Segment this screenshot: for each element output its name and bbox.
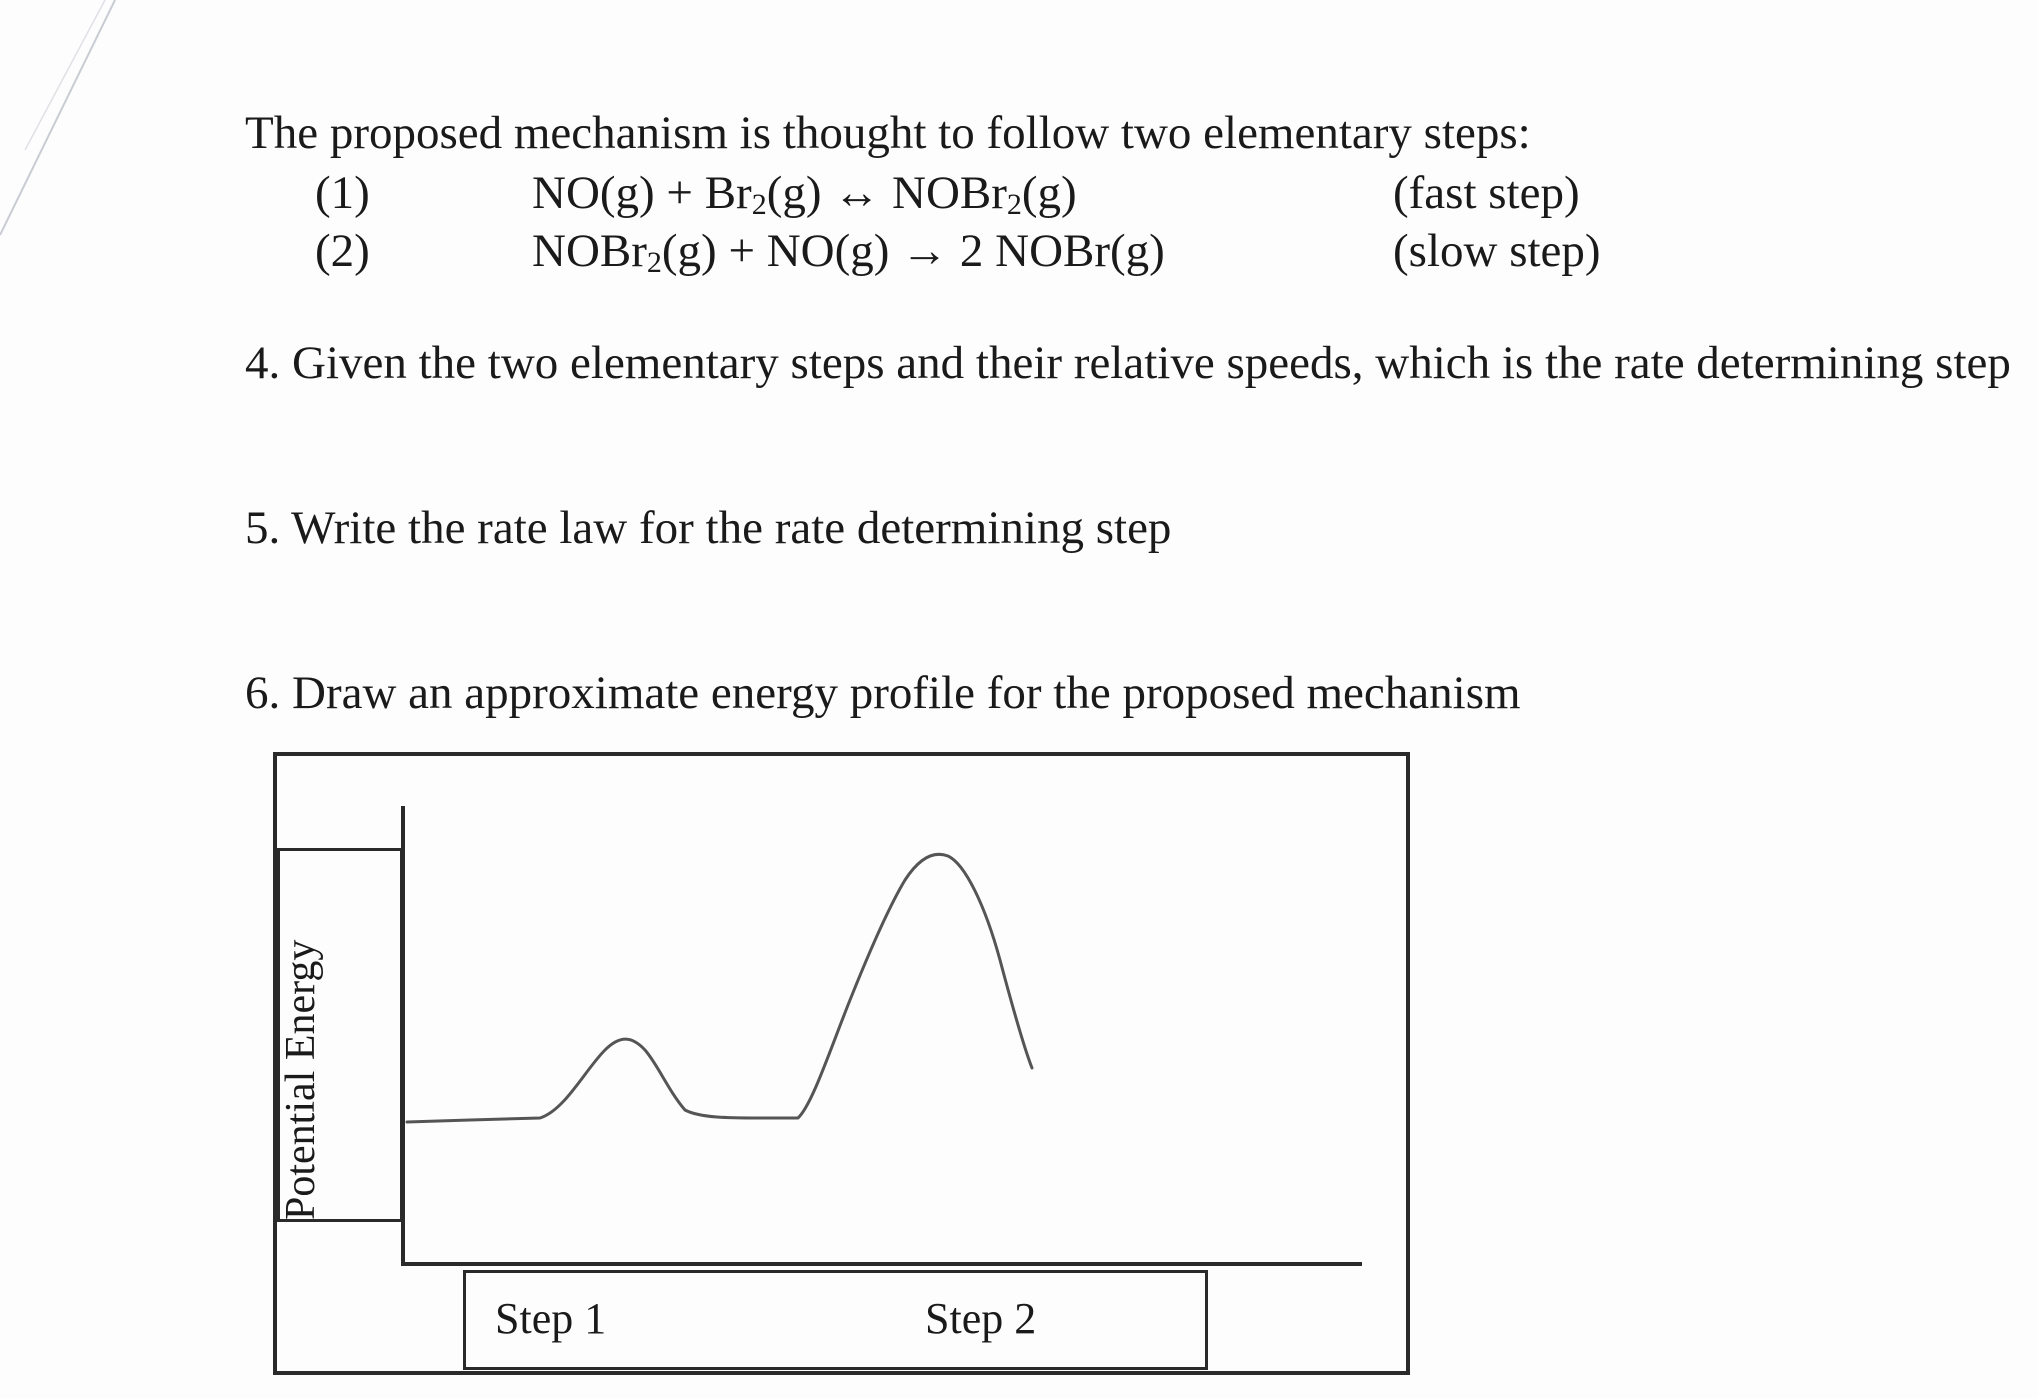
question-6: 6. Draw an approximate energy profile for the proposed mechanism [245, 667, 1521, 719]
step-1-equation: $NO(g) + Br_2(g)$ ↔ NOBr$_2$(g) [532, 167, 1077, 221]
y-axis-label: Potential Energy [278, 939, 324, 1220]
step-2-number: (2) [315, 225, 370, 277]
step-2-equation: NOBr$_2$(g) + NO(g) → 2 NOBr(g) [532, 225, 1165, 279]
question-5: 5. Write the rate law for the rate determining step [245, 502, 1172, 554]
step-1-number: (1) [315, 167, 370, 219]
question-4: 4. Given the two elementary steps and their relative speeds, which is the rate determining step [245, 337, 2011, 389]
x-label-step-2: Step 2 [925, 1294, 1037, 1343]
step-2-speed: (slow step) [1393, 225, 1601, 277]
x-label-step-1: Step 1 [495, 1294, 607, 1343]
step-1-speed: (fast step) [1393, 167, 1580, 219]
energy-curve [407, 854, 1032, 1122]
intro-text: The proposed mechanism is thought to follow two elementary steps: [245, 107, 1531, 159]
